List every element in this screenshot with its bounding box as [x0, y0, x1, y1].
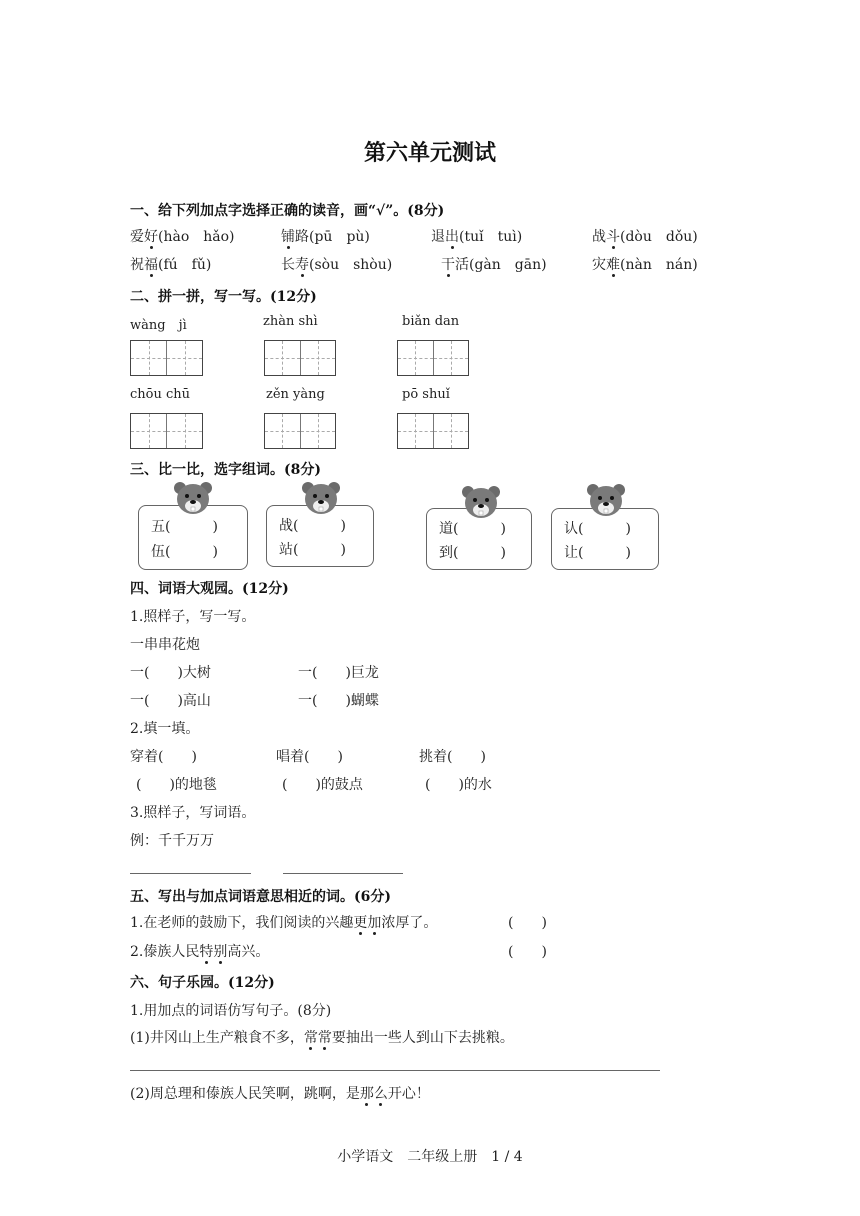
writing-grid[interactable] — [130, 340, 203, 376]
answer-blank[interactable]: ( ) — [508, 915, 547, 931]
fill-item[interactable]: 一( )蝴蝶 — [298, 693, 379, 709]
s1-item-2: 铺路(pū pù) — [281, 229, 370, 245]
s6-sentence-1: (1)井冈山上生产粮食不多，常常要抽出一些人到山下去挑粮。 — [130, 1030, 514, 1046]
page-title: 第六单元测试 — [363, 140, 496, 166]
pinyin-label: pō shuǐ — [402, 387, 450, 402]
s1-item-8: 灾难(nàn nán) — [592, 257, 698, 273]
fill-item[interactable]: 一( )大树 — [130, 665, 211, 681]
page-footer: 小学语文 二年级上册 1 / 4 — [337, 1149, 523, 1165]
example-text: 一串串花炮 — [130, 637, 200, 653]
section-5-heading: 五、写出与加点词语意思相近的词。(6分) — [130, 889, 391, 905]
answer-line[interactable] — [130, 873, 251, 874]
pinyin-label: zhàn shì — [263, 314, 318, 329]
fill-item[interactable]: 一( )巨龙 — [298, 665, 379, 681]
card-line: 伍( ) — [151, 544, 218, 560]
section-6-heading: 六、句子乐园。(12分) — [130, 975, 275, 991]
writing-grid[interactable] — [397, 413, 469, 449]
s1-item-6: 长寿(sòu shòu) — [281, 257, 393, 273]
section-3-heading: 三、比一比，选字组词。(8分) — [130, 462, 321, 478]
writing-grid[interactable] — [130, 413, 203, 449]
fill-item[interactable]: ( )的鼓点 — [282, 777, 363, 793]
fill-item[interactable]: 一( )高山 — [130, 693, 211, 709]
answer-line[interactable] — [283, 873, 403, 874]
answer-blank[interactable]: ( ) — [508, 944, 547, 960]
fill-item[interactable]: 穿着( ) — [130, 749, 197, 765]
question-label: 1.照样子，写一写。 — [130, 609, 256, 625]
fill-item[interactable]: ( )的地毯 — [136, 777, 217, 793]
pinyin-label: chōu chū — [130, 387, 191, 402]
pinyin-label: biǎn dan — [402, 314, 460, 329]
section-4-heading: 四、词语大观园。(12分) — [130, 581, 289, 597]
s5-question-1: 1.在老师的鼓励下，我们阅读的兴趣更加浓厚了。 — [130, 915, 438, 931]
s1-item-5: 祝福(fú fǔ) — [130, 257, 212, 273]
card-line: 战( ) — [279, 518, 346, 534]
section-1-heading: 一、给下列加点字选择正确的读音，画“√”。(8分) — [130, 203, 445, 219]
answer-line[interactable] — [130, 1070, 660, 1071]
fill-item[interactable]: ( )的水 — [425, 777, 492, 793]
card-line: 五( ) — [151, 519, 218, 535]
writing-grid[interactable] — [264, 413, 336, 449]
bear-icon — [585, 482, 627, 518]
question-label: 3.照样子，写词语。 — [130, 805, 256, 821]
card-line: 认( ) — [564, 521, 631, 537]
example-text: 例：千千万万 — [130, 833, 214, 849]
card-line: 到( ) — [439, 545, 506, 561]
bear-icon — [172, 480, 214, 516]
writing-grid[interactable] — [264, 340, 336, 376]
bear-icon — [300, 480, 342, 516]
question-label: 2.填一填。 — [130, 721, 200, 737]
pinyin-label: wàng jì — [130, 318, 187, 333]
card-line: 站( ) — [279, 542, 346, 558]
card-line: 道( ) — [439, 521, 506, 537]
fill-item[interactable]: 唱着( ) — [276, 749, 343, 765]
card-line: 让( ) — [564, 545, 631, 561]
bear-icon — [460, 484, 502, 520]
question-label: 1.用加点的词语仿写句子。(8分) — [130, 1003, 332, 1019]
writing-grid[interactable] — [397, 340, 469, 376]
s1-item-1: 爱好(hào hǎo) — [130, 229, 235, 245]
s1-item-7: 干活(gàn gān) — [441, 257, 547, 273]
s1-item-3: 退出(tuǐ tuì) — [431, 229, 523, 245]
s5-question-2: 2.傣族人民特别高兴。 — [130, 944, 270, 960]
section-2-heading: 二、拼一拼，写一写。(12分) — [130, 289, 317, 305]
s1-item-4: 战斗(dòu dǒu) — [592, 229, 698, 245]
s6-sentence-2: (2)周总理和傣族人民笑啊，跳啊，是那么开心！ — [130, 1086, 430, 1102]
fill-item[interactable]: 挑着( ) — [419, 749, 486, 765]
pinyin-label: zěn yàng — [266, 387, 325, 402]
